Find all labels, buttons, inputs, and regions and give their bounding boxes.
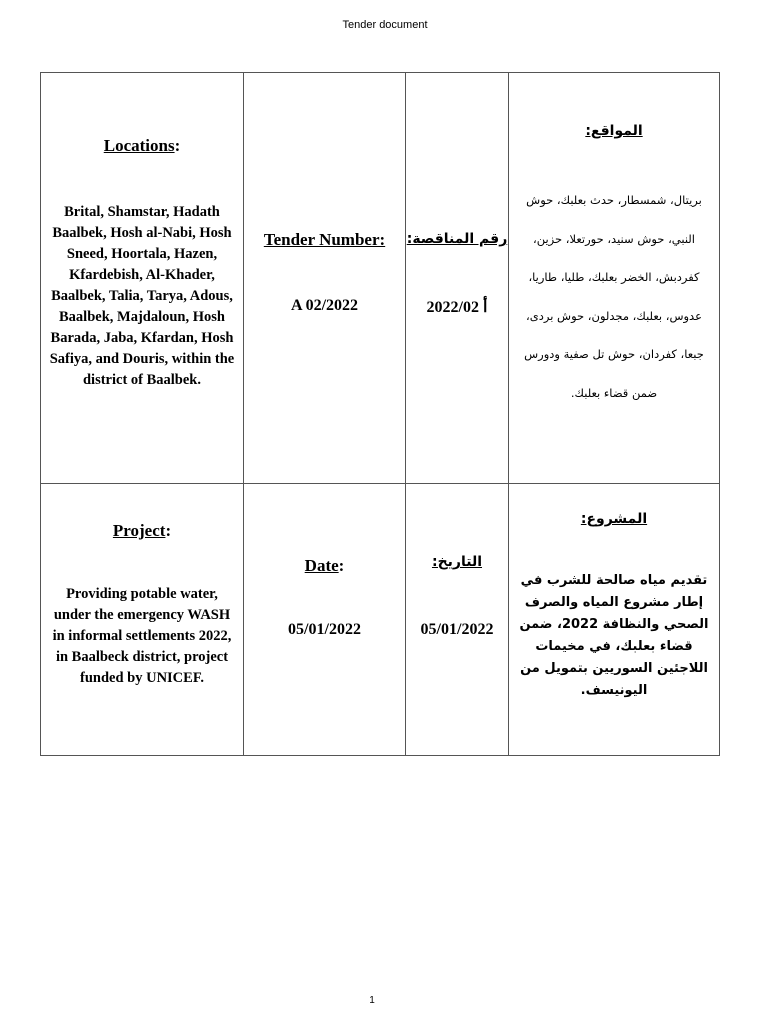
- locations-text-ar: بريتال، شمسطار، حدث بعلبك، حوش النبي، حوش سنيد، حورتعلا، حزين، كفردبش، الخضر بعلبك، طليا، طاريا، عدوس، بعلبك، مجدلون، حوش بردى، جبعا، كفردان، حوش تل صفية ودورس ضمن قضاء بعلبك.: [524, 193, 704, 400]
- tender-number-label: Tender Number:: [263, 230, 386, 249]
- project-text: Providing potable water, under the emergency WASH in informal settlements 2022, in Baalbeck district, project funded by UNICEF.: [52, 586, 232, 686]
- cell-tender-number-ar: [406, 73, 509, 484]
- project-label: Project: [112, 521, 166, 540]
- page-number: 1: [369, 995, 375, 1006]
- tender-number-value-ar: أ 2022/02: [426, 299, 488, 316]
- date-value: 05/01/2022: [288, 621, 361, 638]
- cell-date-en: [244, 484, 406, 756]
- tender-number-value: A 02/2022: [290, 297, 359, 314]
- cell-locations-en: [41, 73, 244, 484]
- tender-number-label-ar: رقم المناقصة:: [406, 231, 508, 247]
- locations-heading: Locations:: [103, 136, 181, 155]
- table-row-project: [41, 484, 720, 756]
- tender-table: [40, 72, 720, 756]
- locations-heading-ar: المواقع:: [585, 123, 643, 139]
- date-heading: Date:: [304, 556, 345, 575]
- locations-text: Brital, Shamstar, Hadath Baalbek, Hosh al-Nabi, Hosh Sneed, Hoortala, Hazen, Kfardebish, Al-Khader, Baalbek, Talia, Tarya, Adous, Baalbek, Majdaloun, Hosh Barada, Jaba, Kfardan, Hosh Safiya, and Douris, within the district of Baalbek.: [49, 204, 235, 388]
- project-text-ar: تقديم مياه صالحة للشرب في إطار مشروع المياه والصرف الصحي والنظافة 2022، ضمن قضاء بعلبك، في مخيمات اللاجئين السوريين بتمويل من اليونيسف.: [519, 573, 709, 698]
- project-heading: Project:: [112, 521, 172, 540]
- cell-tender-number-en: [244, 73, 406, 484]
- date-label-ar: التاريخ:: [431, 554, 483, 570]
- locations-label: Locations: [103, 136, 175, 155]
- date-value-ar: 05/01/2022: [420, 621, 494, 638]
- cell-project-ar: [509, 484, 720, 756]
- cell-project-en: [41, 484, 244, 756]
- cell-date-ar: [406, 484, 509, 756]
- project-heading-ar: المشروع:: [580, 511, 648, 527]
- date-label: Date: [304, 556, 339, 575]
- table-row-locations: [41, 73, 720, 484]
- cell-locations-ar: [509, 73, 720, 484]
- document-header: Tender document: [342, 19, 428, 31]
